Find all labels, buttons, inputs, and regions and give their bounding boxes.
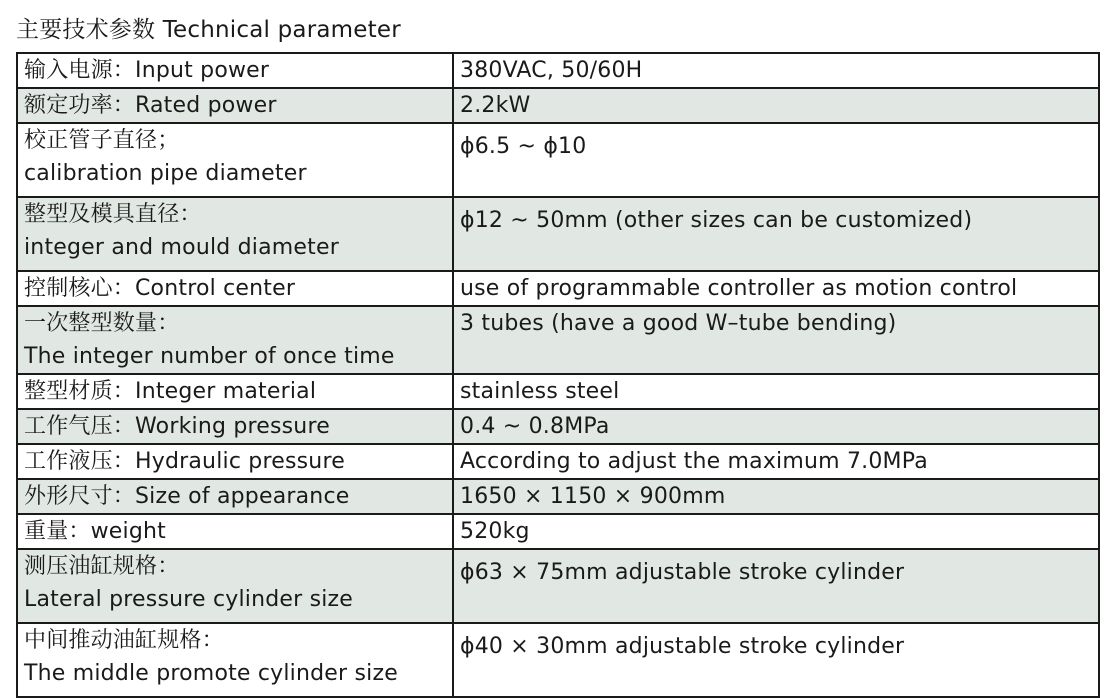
table-row (17, 123, 1099, 197)
label-line: integer and mould diameter (24, 235, 339, 260)
table-row (17, 444, 1099, 479)
label-line: 整型材质：Integer material (24, 379, 317, 404)
param-label (17, 444, 453, 479)
label-line: 额定功率：Rated power (24, 93, 277, 118)
label-line: calibration pipe diameter (24, 161, 307, 186)
param-label (17, 53, 453, 88)
label-line: 输入电源：Input power (24, 58, 270, 83)
param-value: According to adjust the maximum 7.0MPa (453, 444, 1099, 479)
param-value: 2.2kW (453, 88, 1099, 123)
table-row (17, 623, 1099, 697)
label-line: 一次整型数量： (24, 311, 180, 336)
label-line: 外形尺寸：Size of appearance (24, 484, 350, 509)
label-line: 中间推动油缸规格： (24, 628, 224, 653)
label-line: 工作液压：Hydraulic pressure (24, 449, 345, 474)
param-label (17, 374, 453, 409)
param-value: stainless steel (453, 374, 1099, 409)
technical-parameter-table (16, 52, 1100, 698)
param-label (17, 123, 453, 197)
table-row (17, 306, 1099, 374)
param-value: use of programmable controller as motion control (453, 271, 1099, 306)
table-row (17, 514, 1099, 549)
param-label (17, 549, 453, 623)
table-row (17, 88, 1099, 123)
param-label (17, 306, 453, 374)
label-line: Lateral pressure cylinder size (24, 587, 354, 612)
param-value: 0.4 ~ 0.8MPa (453, 409, 1099, 444)
param-value: 1650 × 1150 × 900mm (453, 479, 1099, 514)
table-row (17, 479, 1099, 514)
param-value: ϕ40 × 30mm adjustable stroke cylinder (453, 623, 1099, 697)
label-line: The middle promote cylinder size (24, 661, 398, 686)
param-label (17, 514, 453, 549)
table-row (17, 53, 1099, 88)
param-label (17, 479, 453, 514)
param-label (17, 197, 453, 271)
param-value: 380VAC, 50/60H (453, 53, 1099, 88)
label-line: 整型及模具直径： (24, 202, 202, 227)
param-label (17, 623, 453, 697)
table-row (17, 271, 1099, 306)
table-row (17, 374, 1099, 409)
table-row (17, 197, 1099, 271)
label-line: 测压油缸规格： (24, 554, 180, 579)
param-value: ϕ63 × 75mm adjustable stroke cylinder (453, 549, 1099, 623)
label-line: The integer number of once time (24, 344, 395, 369)
param-value: 520kg (453, 514, 1099, 549)
label-line: 控制核心：Control center (24, 276, 296, 301)
page-title: 主要技术参数 Technical parameter (16, 17, 401, 43)
label-line: 工作气压：Working pressure (24, 414, 330, 439)
param-label (17, 409, 453, 444)
param-label (17, 271, 453, 306)
table-row (17, 409, 1099, 444)
label-line: 校正管子直径； (24, 128, 180, 153)
label-line: 重量：weight (24, 519, 166, 544)
param-value: ϕ12 ~ 50mm (other sizes can be customized) (453, 197, 1099, 271)
param-label (17, 88, 453, 123)
param-value: 3 tubes (have a good W–tube bending) (453, 306, 1099, 374)
table-row (17, 549, 1099, 623)
param-value: ϕ6.5 ~ ϕ10 (453, 123, 1099, 197)
